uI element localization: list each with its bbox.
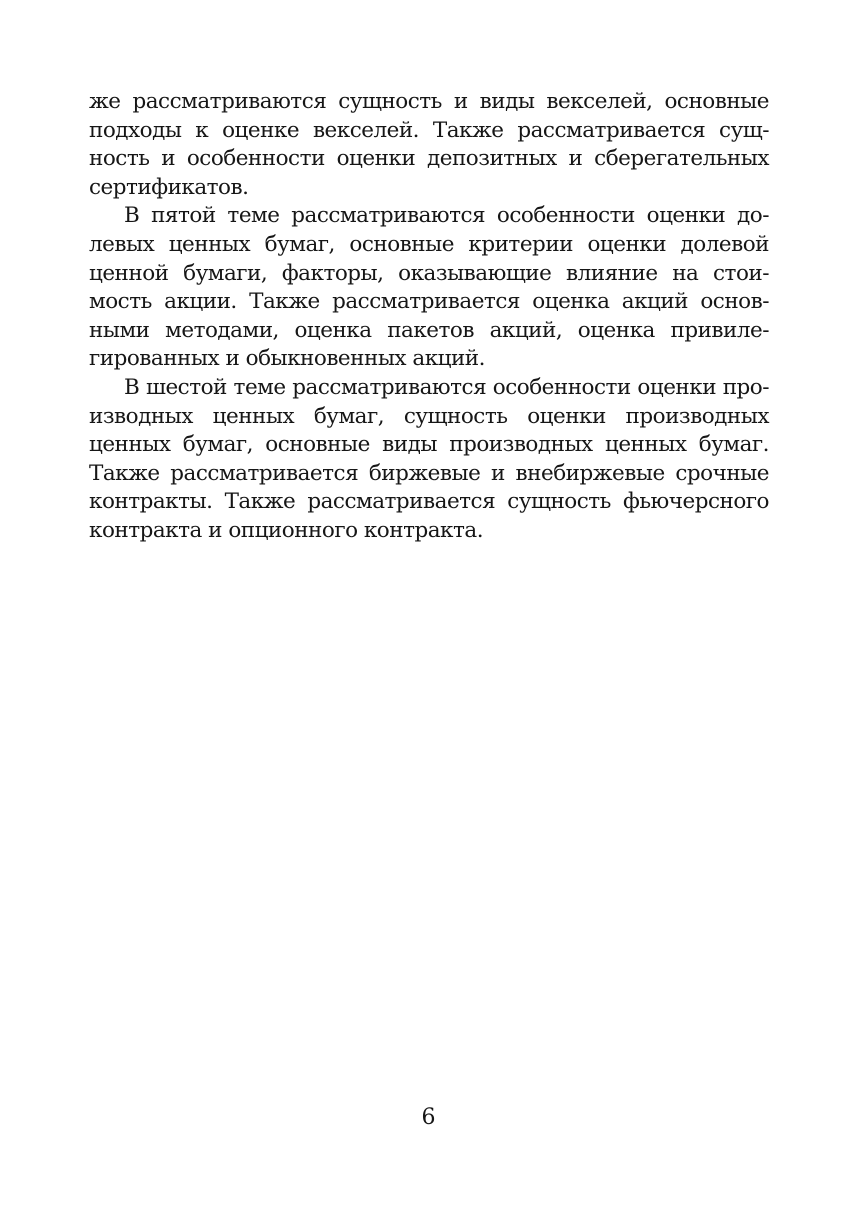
body-text [89,88,769,546]
text-line: мость акции. Также рассматривается оценка акций основ- [89,289,769,315]
paragraph-2 [89,202,769,374]
text-line: контракты. Также рассматривается сущность фьючерсного [89,489,769,515]
text-line: В шестой теме рассматриваются особенности оценки про- [124,374,769,400]
text-line: ценных бумаг, основные виды производных ценных бумаг. [89,432,769,458]
text-line: сертификатов. [89,174,249,200]
text-line: Также рассматривается биржевые и внебиржевые срочные [89,460,769,486]
text-line: В пятой теме рассматриваются особенности оценки до- [124,203,769,229]
paragraph-1 [89,88,769,202]
text-line: изводных ценных бумаг, сущность оценки производных [89,403,769,429]
text-line: гированных и обыкновенных акций. [89,346,485,372]
text-line: ценной бумаги, факторы, оказывающие влияние на стои- [89,260,769,286]
text-line: подходы к оценке векселей. Также рассматривается сущ- [89,117,769,143]
text-line: левых ценных бумаг, основные критерии оценки долевой [89,231,769,257]
text-line: ными методами, оценка пакетов акций, оценка привиле- [89,317,769,343]
paragraph-3 [89,374,769,546]
text-line: контракта и опционного контракта. [89,517,484,543]
text-line: ность и особенности оценки депозитных и сберегательных [89,146,769,172]
text-line: же рассматриваются сущность и виды векселей, основные [89,89,769,114]
page-number: 6 [421,1105,436,1130]
